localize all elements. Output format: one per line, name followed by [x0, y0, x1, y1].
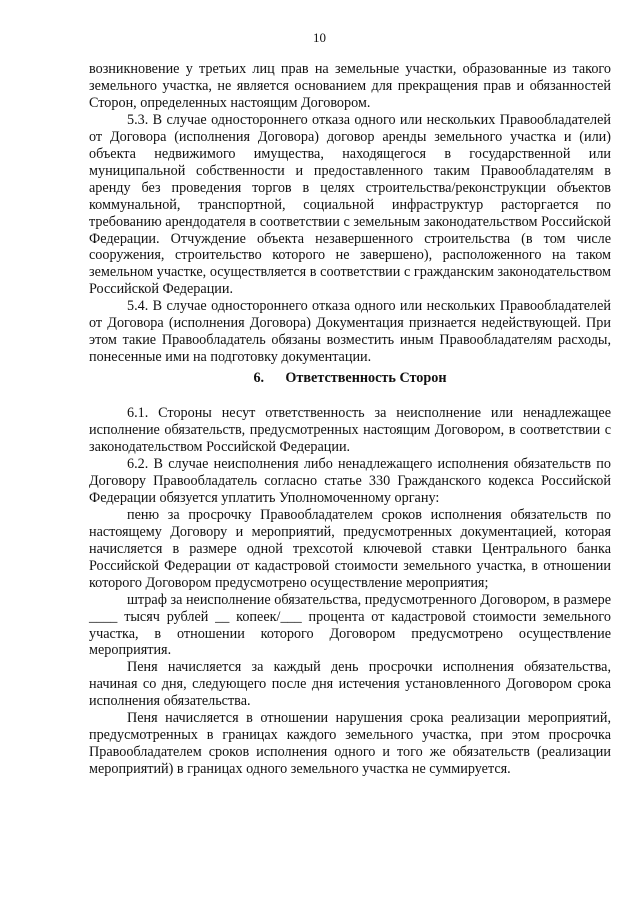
section-heading [89, 370, 611, 387]
section-title: Ответственность Сторон [285, 370, 447, 387]
document-body [89, 61, 611, 778]
paragraph-5-3: 5.3. В случае одностороннего отказа одного или нескольких Правообладателей от Договора (исполнения Договора) договор аренды земельного участка и (или) объекта недвижимого имущества, находящегося в государственной или муниципальной собственности и предоставленного таким Правообладателям в аренду без проведения торгов в целях строительства/реконструкции объектов коммунальной, транспортной, социальной инфраструктур расторгается по требованию арендодателя в соответствии с земельным законодательством Российской Федерации. Отчуждение объекта незавершенного строительства (в том числе сооружения, строительство которого не завершено), расположенного на таком земельном участке, осуществляется в соответствии с гражданским законодательством Российской Федерации. [89, 111, 611, 298]
paragraph-6-1: 6.1. Стороны несут ответственность за неисполнение или ненадлежащее исполнение обязательств, предусмотренных настоящим Договором, в соответствии с законодательством Российской Федерации. [89, 405, 611, 456]
paragraph-penalty-accrual: Пеня начисляется за каждый день просрочки исполнения обязательства, начиная со дня, следующего после дня истечения установленного Договором срока исполнения обязательства. [89, 659, 611, 710]
paragraph-6-2: 6.2. В случае неисполнения либо ненадлежащего исполнения обязательств по Договору Правообладатель согласно статье 330 Гражданского кодекса Российской Федерации обязуется уплатить Уполномоченному органу: [89, 455, 611, 506]
paragraph-continuation: возникновение у третьих лиц прав на земельные участки, образованные из такого земельного участка, не является основанием для прекращения прав и обязанностей Сторон, определенных настоящим Договором. [89, 61, 611, 111]
paragraph-penalty-scope: Пеня начисляется в отношении нарушения срока реализации мероприятий, предусмотренных в границах каждого земельного участка, при этом просрочка Правообладателем сроков исполнения одного и того же обязательств (реализации мероприятий) в границах одного земельного участка не суммируется. [89, 710, 611, 778]
paragraph-5-4: 5.4. В случае одностороннего отказа одного или нескольких Правообладателей от Договора (исполнения Договора) Документация признается недействующей. При этом такие Правообладатель обязаны возместить иным Правообладателям расходы, понесенные ими на подготовку документации. [89, 298, 611, 366]
paragraph-fine: штраф за неисполнение обязательства, предусмотренного Договором, в размере ____ тысяч рублей __ копеек/___ процента от кадастровой стоимости земельного участка, в отношении которого Договором предусмотрено осуществление мероприятия. [89, 591, 611, 659]
paragraph-penalty-fee: пеню за просрочку Правообладателем сроков исполнения обязательств по настоящему Договору и мероприятий, предусмотренных документацией, которая начисляется в размере одной трехсотой ключевой ставки Центрального банка Российской Федерации от кадастровой стоимости земельного участка, в отношении которого Договором предусмотрено осуществление мероприятия; [89, 506, 611, 591]
page-number: 10 [313, 30, 326, 45]
section-number: 6. [253, 370, 265, 387]
